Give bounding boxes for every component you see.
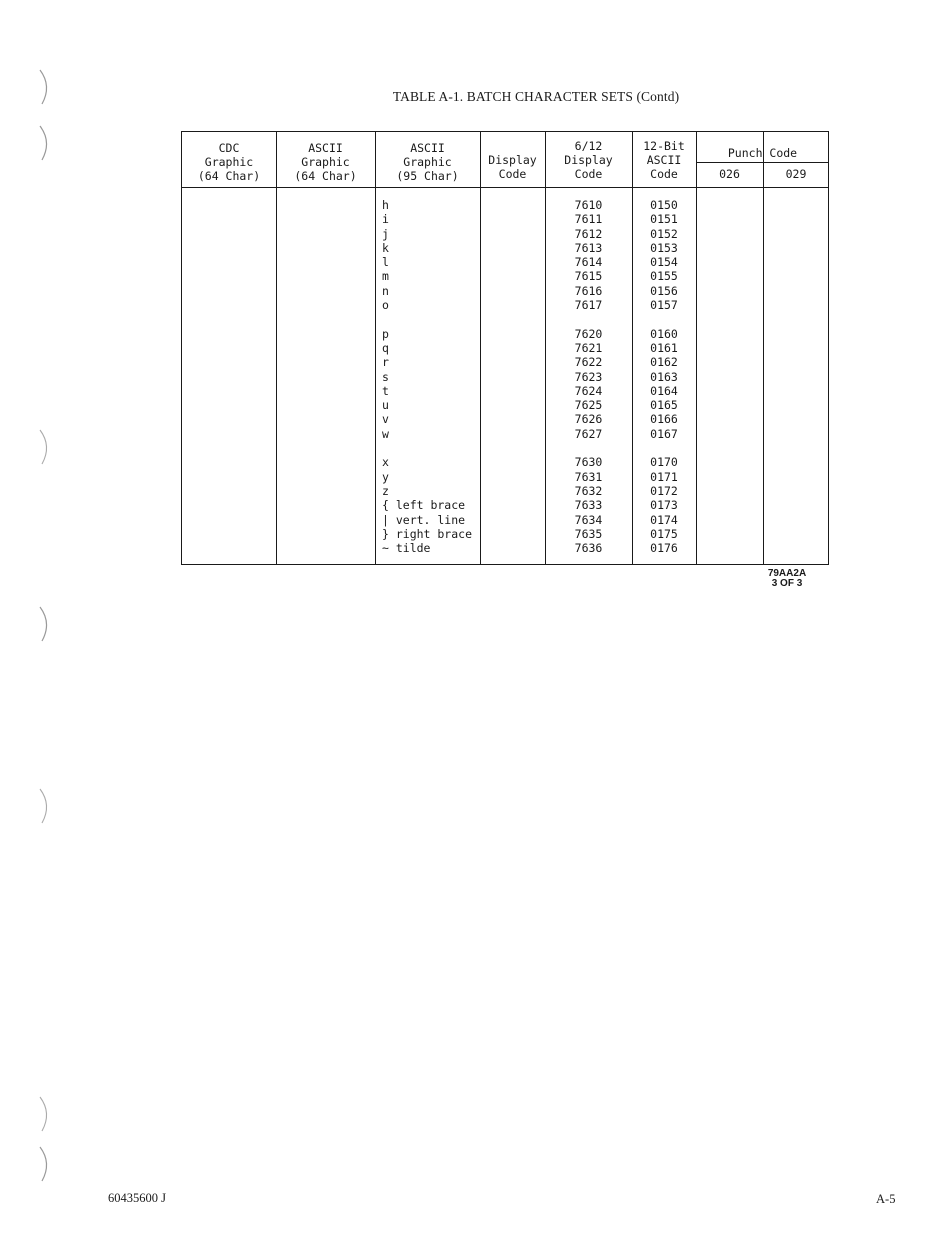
display-code-cell: 7630 [574,455,603,470]
header-divider [182,187,829,188]
display-code-cell: 7611 [574,212,603,227]
binder-hole-mark [36,124,58,164]
ascii-code-cell: 0163 [650,369,678,384]
display-code-cell: 7635 [574,526,603,541]
graphic-cell: p [382,326,389,341]
graphic-cell: x [382,455,389,470]
graphic-cell: r [382,355,389,370]
graphic-cell: n [382,283,389,298]
binder-hole-mark [36,68,58,108]
display-code-cell: 7617 [574,298,603,313]
ascii-code-cell: 0150 [650,198,678,212]
ascii-code-cell: 0154 [650,255,678,270]
graphic-cell: o [382,298,389,313]
display-code-cell: 7632 [574,483,603,498]
ascii-code-cell: 0151 [650,212,678,227]
display-612-column [545,198,632,555]
header-punch-026: 026 [719,167,740,181]
ascii-code-cell: 0170 [650,455,678,470]
graphic-cell: i [382,212,389,227]
ascii-code-cell: 0160 [650,326,678,341]
binder-hole-mark [36,787,58,827]
ascii-code-cell: 0171 [650,469,678,484]
graphic-cell: j [382,226,389,241]
ascii-code-cell: 0164 [650,383,678,398]
graphic-cell: y [382,469,389,484]
column-divider [276,132,277,564]
ascii-code-cell: 0153 [650,240,678,255]
display-code-cell: 7633 [574,498,603,513]
graphic-cell: v [382,412,389,427]
display-code-cell: 7625 [574,398,603,413]
header-ascii-95: ASCII Graphic (95 Char) [396,141,459,183]
ascii-95-graphic-column [382,198,478,555]
ascii-code-cell: 0157 [650,298,678,313]
header-punch-029: 029 [785,167,807,181]
column-divider [763,132,764,564]
table-title: TABLE A-1. BATCH CHARACTER SETS (Contd) [392,89,680,104]
graphic-cell: u [382,398,389,413]
ascii-code-cell: 0175 [650,526,678,541]
ascii-code-cell: 0176 [650,541,678,556]
column-divider [696,132,697,564]
display-code-cell: 7610 [574,198,603,212]
ascii-12bit-column [632,198,696,555]
display-code-cell: 7622 [574,355,603,370]
figure-id: 79AA2A 3 OF 3 [767,568,807,589]
document-number: 60435600 J [108,1191,166,1205]
binder-hole-mark [36,428,58,468]
header-ascii-64: ASCII Graphic (64 Char) [294,141,357,183]
ascii-code-cell: 0173 [650,498,678,513]
graphic-cell: t [382,383,389,398]
graphic-cell: { left brace [382,498,466,513]
graphic-cell: } right brace [382,526,473,541]
graphic-cell: l [382,255,389,270]
graphic-cell: k [382,240,389,255]
header-display-code: Display Code [488,153,537,181]
ascii-code-cell: 0174 [650,512,678,527]
ascii-code-cell: 0172 [650,483,678,498]
display-code-cell: 7620 [574,326,603,341]
display-code-cell: 7613 [574,240,603,255]
display-code-cell: 7616 [574,283,603,298]
header-ascii-12bit: 12-Bit ASCII Code [643,139,685,181]
display-code-cell: 7626 [574,412,603,427]
ascii-code-cell: 0156 [650,283,678,298]
binder-hole-mark [36,605,58,645]
display-code-cell: 7612 [574,226,603,241]
graphic-cell: s [382,369,389,384]
display-code-cell: 7627 [574,426,603,441]
binder-hole-mark [36,1095,58,1135]
ascii-code-cell: 0152 [650,226,678,241]
display-code-cell: 7615 [574,269,603,284]
graphic-cell: w [382,426,389,441]
display-code-cell: 7634 [574,512,603,527]
display-code-cell: 7614 [574,255,603,270]
character-set-table [181,131,829,565]
display-code-cell: 7631 [574,469,603,484]
ascii-code-cell: 0165 [650,398,678,413]
punch-code-divider [696,162,829,163]
display-code-cell: 7621 [574,340,603,355]
ascii-code-cell: 0167 [650,426,678,441]
graphic-cell: q [382,340,389,355]
header-cdc-graphic: CDC Graphic (64 Char) [197,141,261,183]
binder-hole-mark [36,1145,58,1185]
graphic-cell: h [382,198,389,212]
display-code-cell: 7623 [574,369,603,384]
column-divider [480,132,481,564]
ascii-code-cell: 0166 [650,412,678,427]
column-divider [375,132,376,564]
header-punch-code: Punch Code [727,146,798,160]
header-display-code-612: 6/12 Display Code [564,139,613,181]
display-code-cell: 7636 [574,541,603,556]
graphic-cell: ~ tilde [382,541,431,556]
graphic-cell: z [382,483,389,498]
graphic-cell: m [382,269,389,284]
ascii-code-cell: 0162 [650,355,678,370]
display-code-cell: 7624 [574,383,603,398]
page-number: A-5 [876,1192,896,1206]
ascii-code-cell: 0161 [650,340,678,355]
graphic-cell: | vert. line [382,512,466,527]
ascii-code-cell: 0155 [650,269,678,284]
